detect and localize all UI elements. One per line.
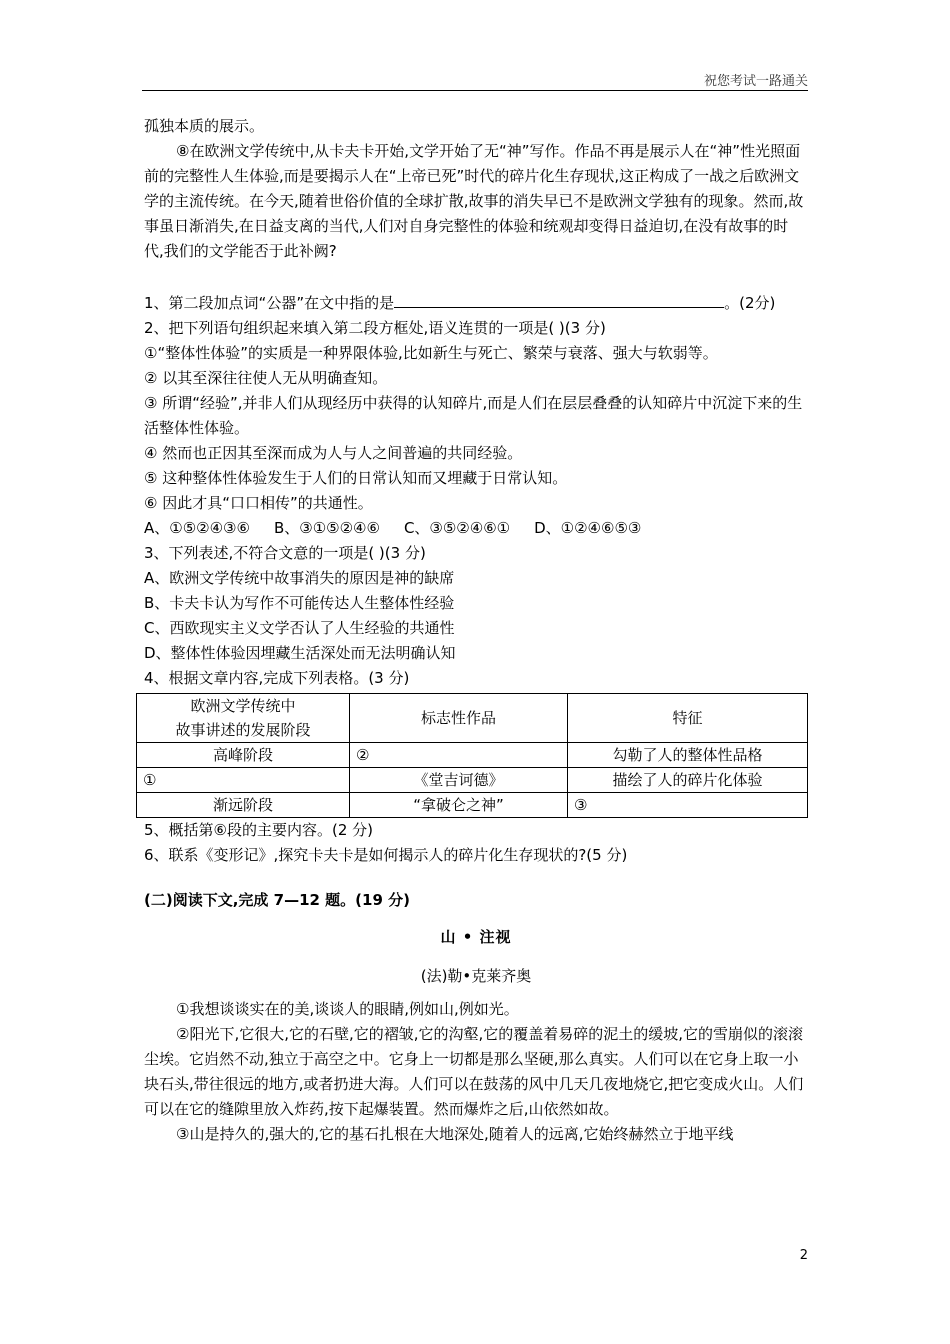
- question-2: 2、把下列语句组织起来填入第二段方框处,语义连贯的一项是( )(3 分): [144, 319, 606, 337]
- article-paragraph-1: ①我想谈谈实在的美,谈谈人的眼睛,例如山,例如光。: [176, 1000, 519, 1018]
- q2-item-2: ② 以其至深往往使人无从明确查知。: [144, 369, 388, 387]
- section-heading: (二)阅读下文,完成 7—12 题。(19 分): [144, 891, 410, 909]
- table-row: [137, 743, 808, 768]
- question-1: [144, 289, 808, 316]
- q3-option-c: C、西欧现实主义文学否认了人生经验的共通性: [144, 619, 455, 637]
- paragraph-continuation: 孤独本质的展示。: [144, 117, 265, 135]
- q2-options: [144, 516, 808, 541]
- header-rule: [142, 90, 808, 91]
- q3-option-d: D、整体性体验因埋藏生活深处而无法明确认知: [144, 644, 456, 662]
- q3-option-a: A、欧洲文学传统中故事消失的原因是神的缺席: [144, 569, 455, 587]
- page-header-text: 祝您考试一路通关: [703, 74, 808, 89]
- question-5: 5、概括第⑥段的主要内容。(2 分): [144, 821, 374, 839]
- q2-option-d: D、①②④⑥⑤③: [534, 519, 642, 537]
- table-cell-stage: 渐远阶段: [137, 793, 350, 818]
- table-cell-work: “拿破仑之神”: [350, 793, 568, 818]
- question-1-score: 。(2分): [724, 294, 776, 312]
- table-header-feature: 特征: [568, 694, 808, 743]
- q2-item-6: ⑥ 因此才具“口口相传”的共通性。: [144, 494, 373, 512]
- question-1-text: 1、第二段加点词“公器”在文中指的是: [144, 294, 395, 312]
- q2-option-a: A、①⑤②④③⑥: [144, 519, 250, 537]
- table-header-stage: [137, 694, 350, 743]
- paragraph-8: ⑧在欧洲文学传统中,从卡夫卡开始,文学开始了无“神”写作。作品不再是展示人在“神”性光照面前的完整性人生体验,而是要揭示人在“上帝已死”时代的碎片化生存现状,这正构成了一战之后欧洲文学的主流传统。在今天,随着世俗价值的全球扩散,故事的消失早已不是欧洲文学独有的现象。然而,故事虽日渐消失,在日益支离的当代,人们对自身完整性的体验和统观却变得日益迫切,在没有故事的时代,我们的文学能否于此补阙?: [144, 142, 804, 260]
- table-cell-feature: ③: [568, 793, 808, 818]
- table-cell-feature: 描绘了人的碎片化体验: [568, 768, 808, 793]
- table-header-row: [137, 694, 808, 743]
- q3-option-b: B、卡夫卡认为写作不可能传达人生整体性经验: [144, 594, 455, 612]
- article-paragraph-2: ②阳光下,它很大,它的石壁,它的褶皱,它的沟壑,它的覆盖着易碎的泥土的缓坡,它的雪崩似的滚滚尘埃。它岿然不动,独立于高空之中。它身上一切都是那么坚硬,那么真实。人们可以在它身上取一小块石头,带往很远的地方,或者扔进大海。人们可以在鼓荡的风中几天几夜地烧它,把它变成火山。人们可以在它的缝隙里放入炸药,按下起爆装置。然而爆炸之后,山依然如故。: [144, 1025, 804, 1118]
- q2-item-1: ①“整体性体验”的实质是一种界限体验,比如新生与死亡、繁荣与衰落、强大与软弱等。: [144, 344, 718, 362]
- table-cell-work: ②: [350, 743, 568, 768]
- page-number: 2: [799, 1248, 808, 1263]
- q2-item-5: ⑤ 这种整体性体验发生于人们的日常认知而又埋藏于日常认知。: [144, 469, 568, 487]
- table-cell-feature: 勾勒了人的整体性品格: [568, 743, 808, 768]
- spacer: [144, 264, 808, 289]
- table-header-stage-line1: 欧洲文学传统中: [190, 697, 296, 715]
- table-header-work: 标志性作品: [350, 694, 568, 743]
- table-row: [137, 793, 808, 818]
- table-cell-stage: ①: [137, 768, 350, 793]
- table-header-stage-line2: 故事讲述的发展阶段: [175, 721, 311, 739]
- article-author: (法)勒•克莱齐奥: [420, 967, 532, 985]
- answer-blank: [394, 289, 724, 308]
- q2-item-3: ③ 所谓“经验”,并非人们从现经历中获得的认知碎片,而是人们在层层叠叠的认知碎片中沉淀下来的生活整体性体验。: [144, 394, 803, 437]
- q2-option-c: C、③⑤②④⑥①: [403, 519, 511, 537]
- article-title: 山 • 注视: [440, 928, 512, 946]
- question-4: 4、根据文章内容,完成下列表格。(3 分): [144, 669, 410, 687]
- table-cell-work: 《堂吉诃德》: [350, 768, 568, 793]
- table-cell-stage: 高峰阶段: [137, 743, 350, 768]
- table-row: [137, 768, 808, 793]
- q2-option-b: B、③①⑤②④⑥: [273, 519, 380, 537]
- article-paragraph-3: ③山是持久的,强大的,它的基石扎根在大地深处,随着人的远离,它始终赫然立于地平线: [176, 1125, 734, 1143]
- q4-table: [136, 693, 808, 818]
- question-6: 6、联系《变形记》,探究卡夫卡是如何揭示人的碎片化生存现状的?(5 分): [144, 846, 628, 864]
- q2-item-4: ④ 然而也正因其至深而成为人与人之间普遍的共同经验。: [144, 444, 523, 462]
- document-body: [144, 114, 808, 1147]
- question-3: 3、下列表述,不符合文意的一项是( )(3 分): [144, 544, 426, 562]
